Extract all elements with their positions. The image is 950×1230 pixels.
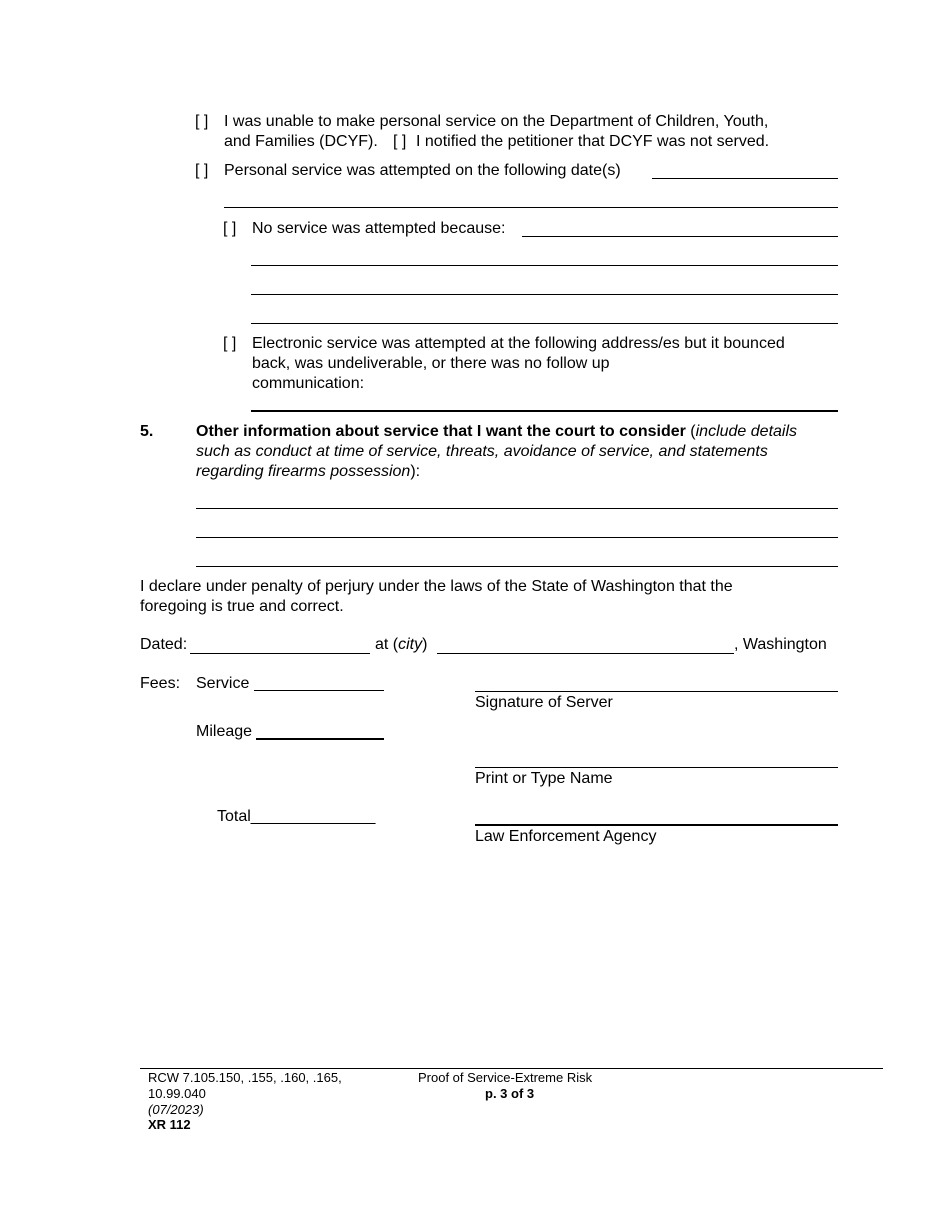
section-5-number: 5. (140, 423, 154, 440)
footer-title: Proof of Service-Extreme Risk (418, 1070, 593, 1085)
electronic-service-text-1: Electronic service was attempted at the following address/es but it bounced (252, 335, 785, 352)
checkbox-unable-service[interactable]: [ ] (195, 113, 209, 130)
at-label: at ( (375, 636, 399, 653)
print-name-label: Print or Type Name (475, 770, 613, 787)
section-5-heading-line-1 (196, 422, 797, 442)
no-service-label-text: No service was attempted because: (252, 220, 506, 237)
city-field[interactable] (437, 653, 734, 654)
electronic-service-text-3: communication: (252, 375, 365, 392)
washington-label: , Washington (734, 636, 827, 653)
fees-service-label: Service (196, 675, 250, 692)
electronic-service-text-2: back, was undeliverable, or there was no follow up (252, 355, 610, 372)
agency-field[interactable] (475, 824, 838, 826)
no-service-reason-line-4[interactable] (251, 323, 838, 324)
print-name-field[interactable] (475, 767, 838, 768)
dated-field[interactable] (190, 653, 370, 654)
footer-page-number: p. 3 of 3 (485, 1086, 535, 1101)
no-service-reason-line-2[interactable] (251, 265, 838, 266)
footer-rcw-1: RCW 7.105.150, .155, .160, .165, (148, 1070, 342, 1085)
other-info-line-2[interactable] (196, 537, 838, 538)
no-service-reason-line-3[interactable] (251, 294, 838, 295)
city-label: city (398, 636, 423, 653)
electronic-address-field[interactable] (251, 410, 838, 412)
attempted-dates-field[interactable] (652, 178, 838, 179)
unable-service-text-2a: and Families (DCYF). (224, 133, 378, 150)
signature-server-label: Signature of Server (475, 694, 613, 711)
unable-service-text-1: I was unable to make personal service on the Department of Children, Youth, (224, 113, 769, 130)
section-5-heading: Other information about service that I want the court to consider (196, 423, 686, 440)
declaration-line-1: I declare under penalty of perjury under the laws of the State of Washington that the (140, 578, 733, 595)
paren-close: ): (410, 463, 421, 480)
fees-total-label[interactable]: Total______________ (217, 808, 376, 825)
dated-label: Dated: (140, 636, 188, 653)
paren-open: ( (690, 423, 696, 440)
fees-label: Fees: (140, 675, 181, 692)
attempted-service-label: Personal service was attempted on the following date(s) (224, 162, 621, 179)
other-info-line-3[interactable] (196, 566, 838, 567)
attempted-dates-field-line-2[interactable] (224, 207, 838, 208)
agency-label: Law Enforcement Agency (475, 828, 657, 845)
close-paren: ) (422, 636, 428, 653)
signature-server-field[interactable] (475, 691, 838, 692)
footer-rcw-2: 10.99.040 (148, 1086, 206, 1101)
fees-mileage-field[interactable] (256, 738, 384, 740)
at-city-label (375, 635, 427, 655)
checkbox-electronic-service[interactable]: [ ] (223, 335, 237, 352)
no-service-reason-field[interactable] (522, 236, 838, 237)
notified-petitioner-text: I notified the petitioner that DCYF was not served. (416, 133, 770, 150)
section-5-italic-3: regarding firearms possession (196, 463, 411, 480)
checkbox-no-service[interactable]: [ ] (223, 220, 237, 237)
other-info-line-1[interactable] (196, 508, 838, 509)
footer-date: (07/2023) (148, 1102, 204, 1117)
checkbox-attempted-service[interactable]: [ ] (195, 162, 209, 179)
section-5-heading-line-3 (196, 462, 420, 482)
footer-rule (140, 1068, 883, 1069)
section-5-italic-1: include details (695, 423, 798, 440)
fees-service-field[interactable] (254, 690, 384, 691)
checkbox-notified-petitioner[interactable]: [ ] (393, 133, 407, 150)
declaration-line-2: foregoing is true and correct. (140, 598, 344, 615)
fees-mileage-label: Mileage (196, 723, 253, 740)
section-5-italic-2: such as conduct at time of service, threats, avoidance of service, and statements (196, 443, 768, 460)
footer-form-id: XR 112 (148, 1117, 191, 1132)
